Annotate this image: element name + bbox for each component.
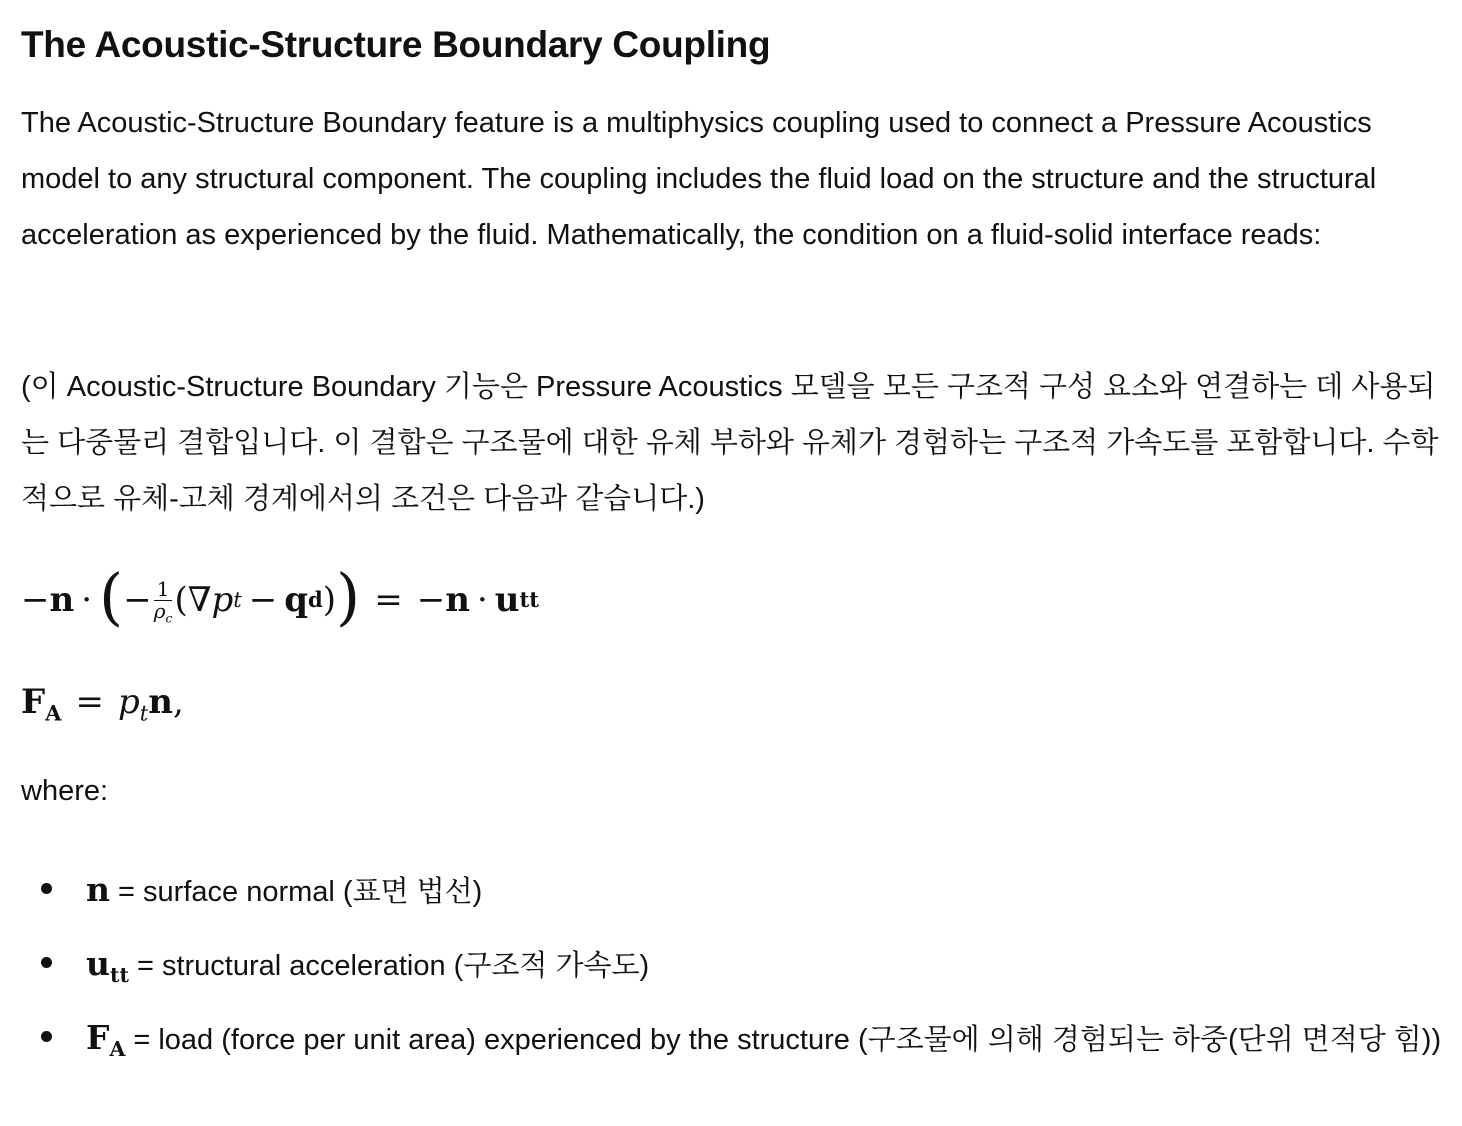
definition-list [0, 862, 1462, 1068]
list-item [0, 1010, 1442, 1068]
page-title: The Acoustic-Structure Boundary Coupling [21, 24, 771, 65]
symbol-f-a: $F_A$ [86, 1018, 126, 1062]
symbol-n: n [86, 870, 110, 909]
definition-text: = structural acceleration (구조적 가속도) [128, 950, 650, 982]
list-item [0, 862, 1442, 920]
list-item [0, 936, 1442, 994]
boundary-condition-equation: − n · ( − $\frac{1}{\rho_c}$ (∇ p t − q d ) ) = − n · u tt [21, 560, 539, 633]
definition-text: = load (force per unit area) experienced by the structure (구조물에 의해 경험되는 하중(단위 면적당 힘)) [125, 1024, 1442, 1056]
description-paragraph-korean: (이 Acoustic-Structure Boundary 기능은 Pressure Acoustics 모델을 모든 구조적 구성 요소와 연결하는 데 사용되는 다중물리 결합입니다. 이 결합은 구조물에 대한 유체 부하와 유체가 경험하는 구조적 가속도를 포함합니다. 수학적으로 유체-고체 경계에서의 조건은 다음과 같습니다.) [21, 371, 1439, 515]
definition-text: = surface normal (표면 법선) [110, 876, 483, 908]
bullet-icon [41, 1031, 52, 1042]
description-paragraph-english: The Acoustic-Structure Boundary feature is a multiphysics coupling used to connect a Pressure Acoustics model to any structural component. The coupling includes the fluid load on the structure and the structural acceleration as experienced by the fluid. Mathematically, the condition on a fluid-solid interface reads: [21, 107, 1377, 251]
fluid-load-equation: $F_A = p_tn$, [21, 682, 184, 726]
bullet-icon [41, 957, 52, 968]
bullet-icon [41, 883, 52, 894]
where-label: where: [21, 775, 109, 807]
fraction-one-over-rho-c: $\frac{1}{\rho_c}$ [153, 576, 173, 625]
symbol-u-tt: $u_{tt}$ [86, 944, 129, 988]
